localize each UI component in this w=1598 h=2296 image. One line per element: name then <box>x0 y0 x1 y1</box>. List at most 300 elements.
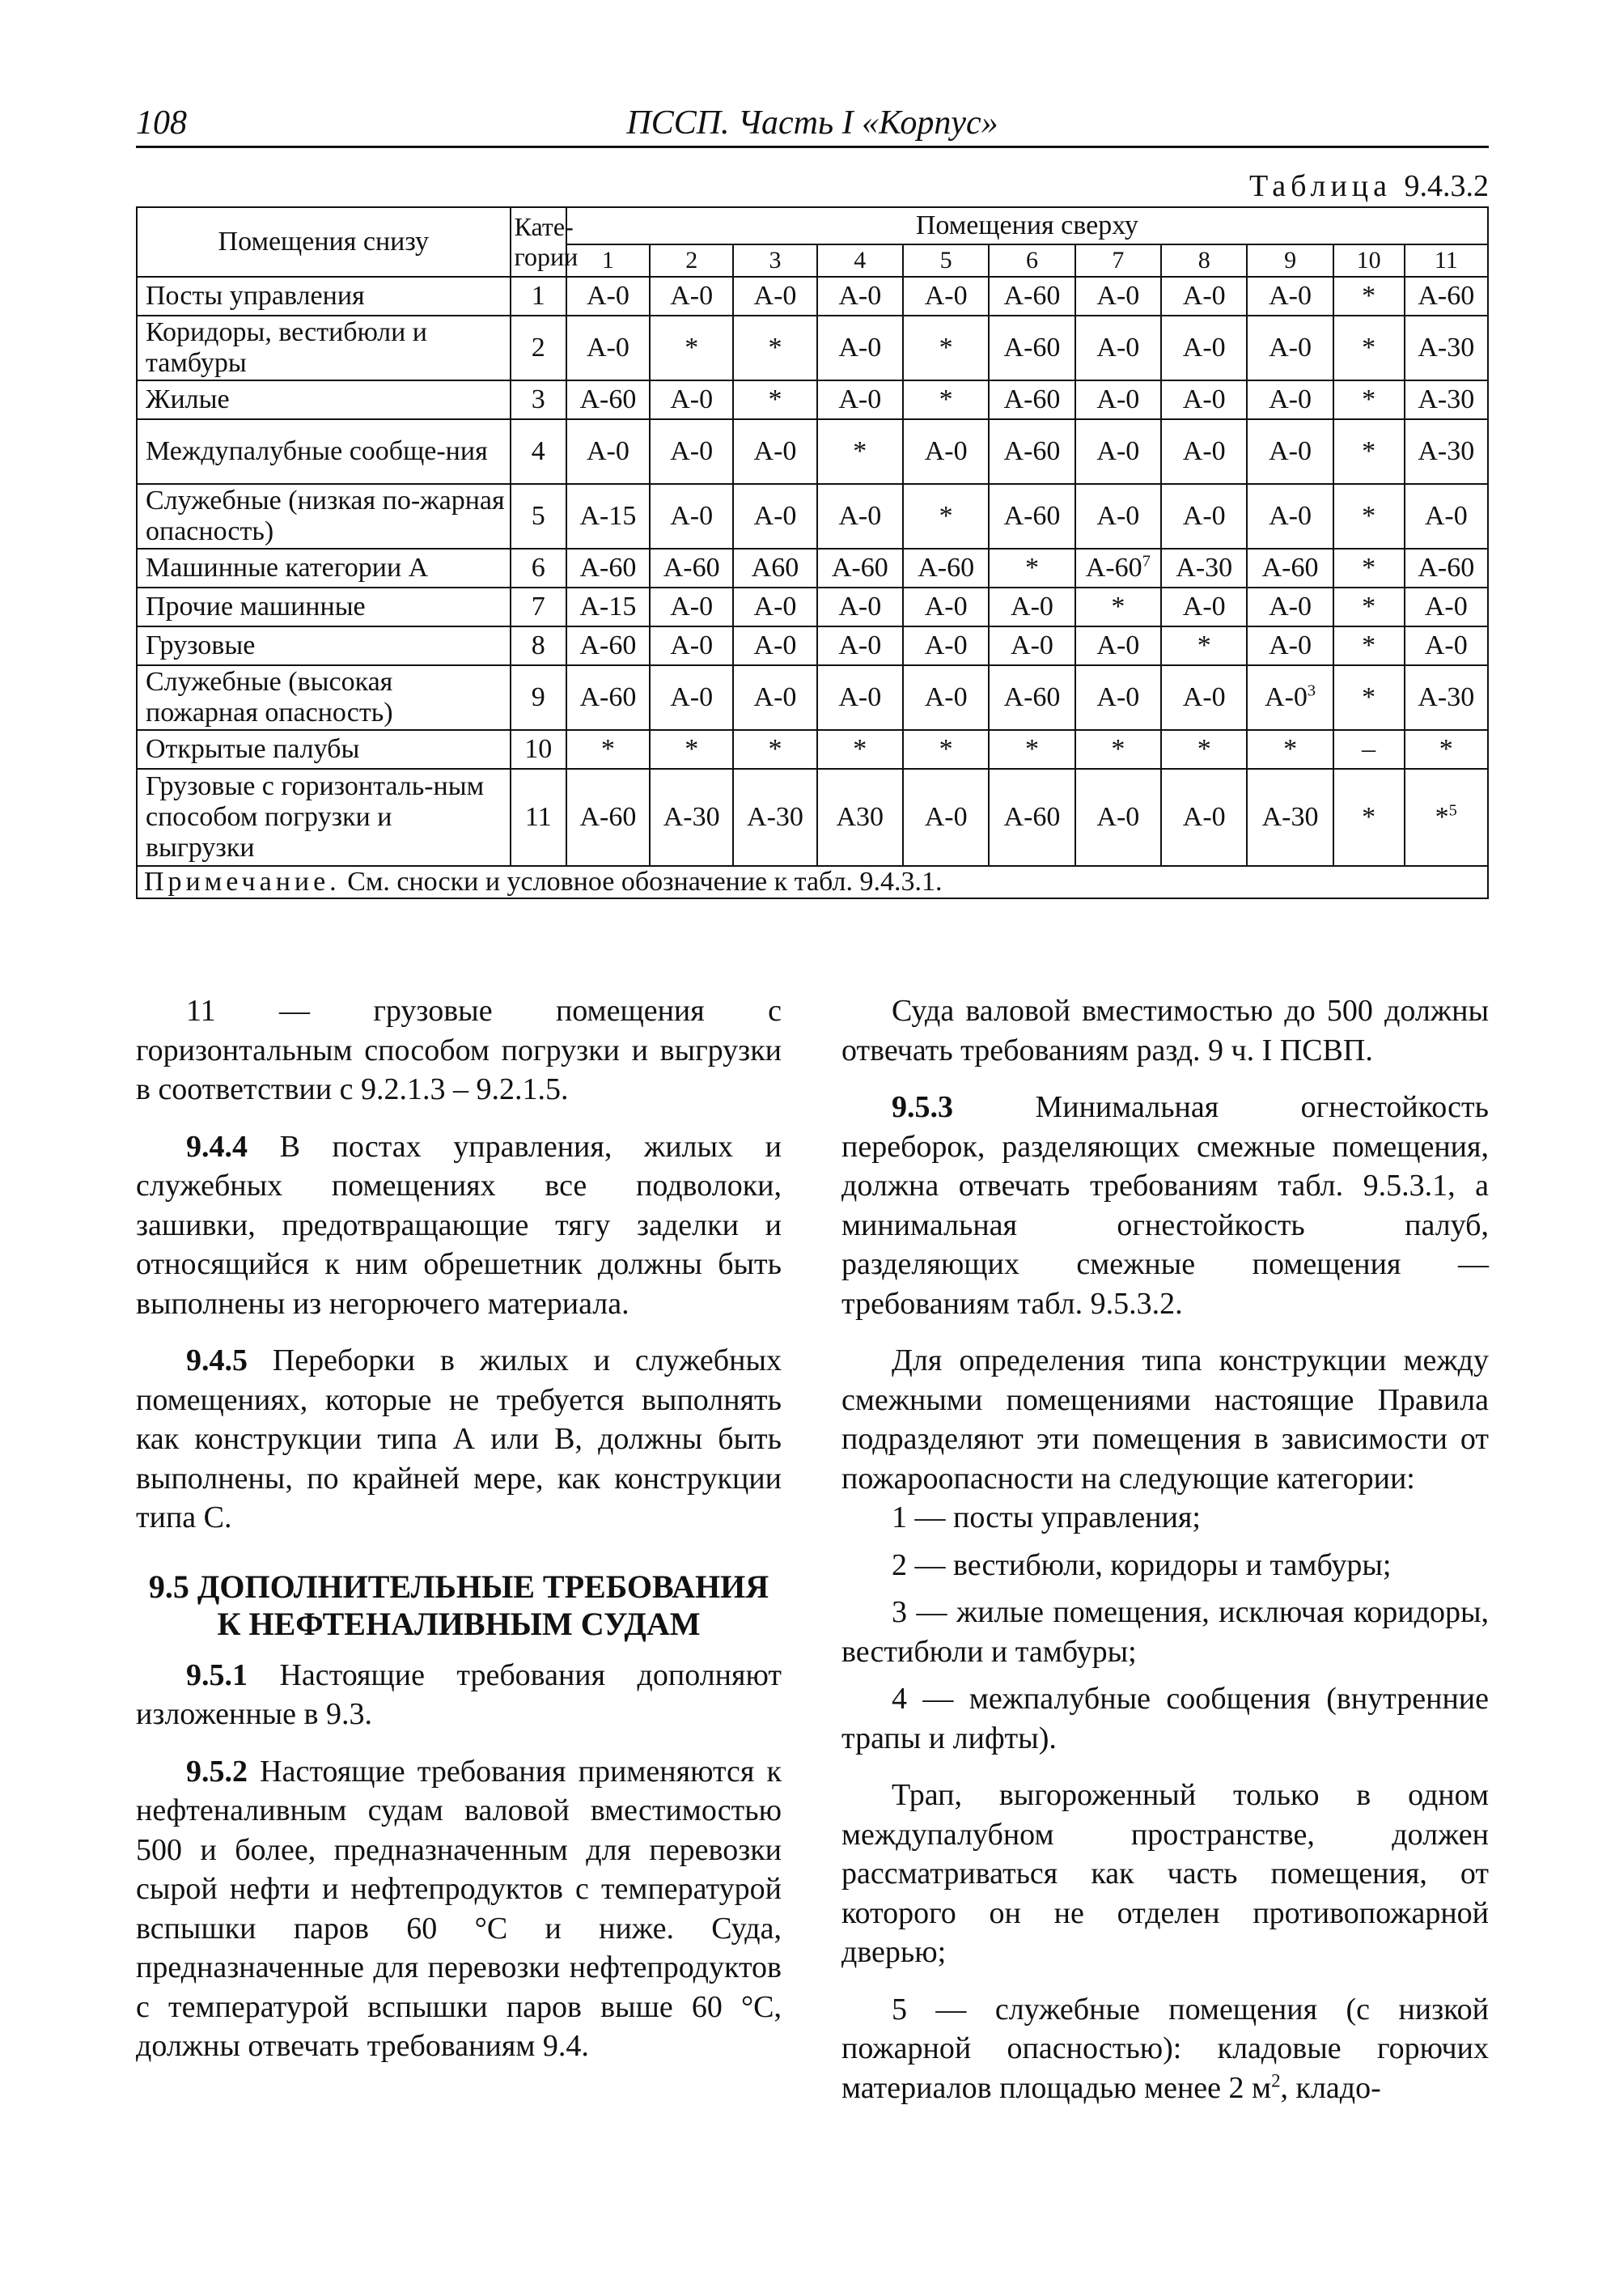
table-cell <box>903 277 989 316</box>
cell-value: А-0 <box>670 436 714 466</box>
cell-value: А-0 <box>670 384 714 414</box>
list-item: 3 — жилые помещения, исключая коридоры, вестибюли и тамбуры; <box>841 1595 1489 1669</box>
table-cell <box>1405 588 1488 626</box>
table-caption-number: 9.4.3.2 <box>1404 169 1489 203</box>
cell-value: А-0 <box>586 436 629 466</box>
table-cell <box>989 549 1075 588</box>
cell-value: * <box>685 333 699 363</box>
table-cell <box>566 316 650 380</box>
row-category: 8 <box>511 626 566 665</box>
table-cell <box>903 380 989 419</box>
cell-value: А-0 <box>838 630 882 660</box>
header-above-1: 1 <box>566 244 650 277</box>
table-cell <box>1405 316 1488 380</box>
paragraph: 11 — грузовые помещения с горизонтальным способом погрузки и выгрузки в соответствии с 9.2.1.3 – 9.2.1.5. <box>136 994 782 1106</box>
table-cell <box>1247 588 1333 626</box>
table-cell <box>903 665 989 730</box>
table-cell <box>1247 549 1333 588</box>
header-above-8: 8 <box>1161 244 1247 277</box>
cell-value: А-30 <box>1176 553 1233 583</box>
cell-value: А-60 <box>579 553 637 583</box>
table-cell <box>566 277 650 316</box>
cell-value: * <box>1362 333 1376 363</box>
row-category: 1 <box>511 277 566 316</box>
table-cell <box>1161 730 1247 769</box>
cell-value: А-0 <box>1269 592 1312 622</box>
row-room-name: Междупалубные сообще-ния <box>137 419 511 484</box>
table-cell <box>650 588 733 626</box>
page-header <box>136 104 1489 148</box>
cell-value: А-0 <box>1011 592 1053 622</box>
cell-value: А30 <box>836 802 884 832</box>
cell-value: А-0 <box>753 630 797 660</box>
table-row <box>137 626 1488 665</box>
paragraph-9-5-3 <box>841 1088 1489 1323</box>
table-cell <box>733 277 816 316</box>
cell-value: * <box>1024 553 1039 583</box>
row-room-name: Машинные категории А <box>137 549 511 588</box>
cell-value: * <box>1197 630 1211 660</box>
table-cell <box>566 549 650 588</box>
cell-value: А-0 <box>838 501 882 531</box>
table-row <box>137 419 1488 484</box>
table-cell <box>650 769 733 866</box>
cell-value: А-0 <box>1182 592 1226 622</box>
cell-value: А-0 <box>1096 682 1140 712</box>
cell-value: * <box>1362 384 1376 414</box>
cell-value: А-0 <box>1269 501 1312 531</box>
cell-value: * <box>1362 501 1376 531</box>
row-category: 10 <box>511 730 566 769</box>
table-cell <box>817 419 903 484</box>
cell-value: А-0 <box>753 501 797 531</box>
cell-value: * <box>1439 734 1453 764</box>
cell-value: А-30 <box>1418 333 1475 363</box>
table-cell <box>1333 484 1405 549</box>
cell-value: * <box>1362 553 1376 583</box>
list-item: 2 — вестибюли, коридоры и тамбуры; <box>892 1547 1392 1582</box>
table-cell <box>1333 626 1405 665</box>
table-cell <box>1161 665 1247 730</box>
cell-value: А-60 <box>579 802 637 832</box>
cell-value: А-0 <box>838 682 882 712</box>
list-item-text: 5 — служебные помещения (с низкой пожарной опасностью): кладовые горючих материалов площадью менее 2 м <box>841 1992 1489 2105</box>
table-note <box>137 866 1488 898</box>
table-cell <box>733 665 816 730</box>
paragraph: Трап, выгороженный только в одном междупалубном пространстве, должен рассматриваться как часть помещения, от которого он не отделен противопожарной дверью; <box>841 1778 1489 1969</box>
table-caption <box>1249 168 1489 204</box>
table-cell <box>650 484 733 549</box>
table-cell <box>989 419 1075 484</box>
paragraph-9-5-2 <box>136 1752 782 2066</box>
cell-value: А-0 <box>1182 436 1226 466</box>
cell-value: * <box>1362 436 1376 466</box>
table-cell <box>817 484 903 549</box>
cell-value: А-60 <box>1003 436 1061 466</box>
row-category: 7 <box>511 588 566 626</box>
cell-value: А-0 <box>753 281 797 311</box>
table-cell <box>1405 277 1488 316</box>
table-cell <box>1161 316 1247 380</box>
cell-value: А-0 <box>670 630 714 660</box>
header-above-5: 5 <box>903 244 989 277</box>
cell-value: А-0 <box>838 384 882 414</box>
cell-value: А-0 <box>1096 333 1140 363</box>
row-room-name: Прочие машинные <box>137 588 511 626</box>
table-cell <box>1161 277 1247 316</box>
row-room-name: Жилые <box>137 380 511 419</box>
header-above-6: 6 <box>989 244 1075 277</box>
table-cell <box>1075 549 1161 588</box>
cell-value: А-0 <box>924 436 968 466</box>
header-above-4: 4 <box>817 244 903 277</box>
table-cell <box>1247 380 1333 419</box>
cell-value: А-0 <box>924 281 968 311</box>
table-cell <box>650 549 733 588</box>
paragraph-9-5-1 <box>136 1656 782 1734</box>
table-cell <box>1075 484 1161 549</box>
row-room-name: Грузовые с горизонталь-ным способом погрузки и выгрузки <box>137 769 511 866</box>
table-cell <box>1075 626 1161 665</box>
cell-value: А-0 <box>586 333 629 363</box>
cell-value: А-0 <box>1269 436 1312 466</box>
cell-value: А-0 <box>670 592 714 622</box>
row-room-name: Коридоры, вестибюли и тамбуры <box>137 316 511 380</box>
paragraph-text: Настоящие требования применяются к нефтеналивным судам валовой вместимостью 500 и более, предназначенным для перевозки сырой нефти и нефтепродуктов с температурой вспышки паров 60 °С и ниже. Суда, предназначенные для перевозки нефтепродуктов с температурой вспышки паров выше 60 °С, должны отвечать требованиям 9.4. <box>136 1754 782 2063</box>
table-cell <box>1333 419 1405 484</box>
cell-value: * <box>600 734 615 764</box>
fire-resistance-table <box>136 206 1489 899</box>
cell-value: А-0 <box>670 281 714 311</box>
table-cell <box>903 484 989 549</box>
table-note-text: См. сноски и условное обозначение к табл. 9.4.3.1. <box>340 867 943 897</box>
table-cell <box>903 769 989 866</box>
cell-value: А-0 <box>924 802 968 832</box>
table-cell <box>650 665 733 730</box>
table-cell <box>733 730 816 769</box>
cell-value: А-0 <box>1182 384 1226 414</box>
cell-value: А-0 <box>1424 592 1468 622</box>
cell-value: * <box>1362 802 1376 832</box>
cell-value: * <box>939 333 953 363</box>
left-column <box>136 991 782 2066</box>
cell-value: А-60 <box>918 553 975 583</box>
table-cell <box>1405 769 1488 866</box>
cell-value: А-30 <box>747 802 803 832</box>
cell-value: А-60 <box>579 682 637 712</box>
cell-value: А-0 <box>1265 682 1308 712</box>
cell-value: А-0 <box>753 592 797 622</box>
cell-value: А-0 <box>838 333 882 363</box>
table-cell <box>1075 769 1161 866</box>
cell-value: А-0 <box>924 592 968 622</box>
table-cell <box>817 549 903 588</box>
row-room-name: Служебные (низкая по-жарная опасность) <box>137 484 511 549</box>
row-category: 4 <box>511 419 566 484</box>
row-category: 6 <box>511 549 566 588</box>
table-cell <box>566 730 650 769</box>
cell-value: А-0 <box>924 630 968 660</box>
cell-value: А-30 <box>1261 802 1319 832</box>
row-category: 9 <box>511 665 566 730</box>
table-cell <box>903 419 989 484</box>
table-note-label: Примечание. <box>144 867 341 897</box>
list-item-text: , кладо- <box>1280 2070 1381 2105</box>
section-number: 9.5.1 <box>186 1657 248 1692</box>
paragraph-9-4-4 <box>136 1127 782 1324</box>
table-cell <box>1075 665 1161 730</box>
header-above-7: 7 <box>1075 244 1161 277</box>
cell-value: А-0 <box>838 592 882 622</box>
list-item <box>841 1990 1489 2108</box>
table-cell <box>650 380 733 419</box>
cell-value: А-0 <box>1182 802 1226 832</box>
table-cell <box>1075 277 1161 316</box>
table-row <box>137 588 1488 626</box>
table-cell <box>817 277 903 316</box>
cell-value: * <box>1197 734 1211 764</box>
table-cell <box>989 730 1075 769</box>
cell-value: А-60 <box>1003 802 1061 832</box>
table-cell <box>733 549 816 588</box>
cell-value: * <box>1362 592 1376 622</box>
cell-value: А-0 <box>1269 333 1312 363</box>
cell-value: А-0 <box>1096 384 1140 414</box>
table-cell <box>1161 380 1247 419</box>
cell-value: А-60 <box>1261 553 1319 583</box>
table-row <box>137 380 1488 419</box>
header-above-9: 9 <box>1247 244 1333 277</box>
cell-value: А-60 <box>1418 553 1475 583</box>
table-cell <box>1405 484 1488 549</box>
table-cell <box>989 316 1075 380</box>
table-cell <box>1247 665 1333 730</box>
table-cell <box>566 769 650 866</box>
cell-value: * <box>939 384 953 414</box>
cell-value: * <box>1024 734 1039 764</box>
cell-value: А-60 <box>1085 553 1142 583</box>
table-cell <box>989 769 1075 866</box>
row-category: 2 <box>511 316 566 380</box>
table-cell <box>566 665 650 730</box>
paragraph: Суда валовой вместимостью до 500 должны отвечать требованиям разд. 9 ч. I ПСВП. <box>841 994 1489 1067</box>
table-cell <box>1161 626 1247 665</box>
table-cell <box>1075 419 1161 484</box>
cell-value: А-30 <box>1418 384 1475 414</box>
list-item: 1 — посты управления; <box>892 1500 1201 1534</box>
table-cell <box>817 316 903 380</box>
cell-value: * <box>1362 682 1376 712</box>
table-cell <box>1161 484 1247 549</box>
table-cell <box>1161 769 1247 866</box>
table-cell <box>989 380 1075 419</box>
table-cell <box>1075 730 1161 769</box>
cell-value: А-0 <box>1269 281 1312 311</box>
table-cell <box>1333 316 1405 380</box>
cell-value: А-60 <box>1003 682 1061 712</box>
cell-value: А-0 <box>1424 501 1468 531</box>
cell-value: * <box>1283 734 1298 764</box>
cell-value: А-0 <box>670 501 714 531</box>
cell-value: * <box>1111 592 1125 622</box>
paragraph-text: Настоящие требования дополняют изложенные в 9.3. <box>136 1657 782 1731</box>
list-item: 4 — межпалубные сообщения (внутренние трапы и лифты). <box>841 1682 1489 1755</box>
table-row <box>137 769 1488 866</box>
section-number: 9.5.3 <box>892 1090 953 1124</box>
table-cell <box>1333 380 1405 419</box>
table-cell <box>1333 665 1405 730</box>
cell-value: * <box>853 734 867 764</box>
table-cell <box>989 626 1075 665</box>
right-column <box>841 991 1489 2107</box>
table-row <box>137 549 1488 588</box>
paragraph-9-4-5 <box>136 1341 782 1538</box>
table-cell <box>1405 730 1488 769</box>
cell-value: А-30 <box>1418 436 1475 466</box>
cell-value: * <box>768 384 782 414</box>
cell-value: А-0 <box>586 281 629 311</box>
table-cell <box>1405 419 1488 484</box>
table-cell <box>1333 588 1405 626</box>
table-cell <box>1247 484 1333 549</box>
table-cell <box>650 316 733 380</box>
table-row <box>137 316 1488 380</box>
cell-value: А-0 <box>1096 802 1140 832</box>
cell-value: * <box>939 734 953 764</box>
table-cell <box>1247 769 1333 866</box>
section-number: 9.4.5 <box>186 1343 248 1377</box>
table-cell <box>903 626 989 665</box>
cell-value: А-0 <box>1096 501 1140 531</box>
cell-value: А60 <box>751 553 799 583</box>
table-cell <box>733 380 816 419</box>
table-row <box>137 277 1488 316</box>
cell-value: А-60 <box>579 630 637 660</box>
table-cell <box>817 626 903 665</box>
table-cell <box>1247 419 1333 484</box>
paragraph-text: Минимальная огнестойкость переборок, разделяющих смежные помещения, должна отвечать требованиям табл. 9.5.3.1, а минимальная огнестойкость палуб, разделяющих смежные помещения — требованиям табл. 9.5.3.2. <box>841 1090 1489 1321</box>
table-cell <box>817 769 903 866</box>
table-cell <box>1075 380 1161 419</box>
table-cell <box>1161 588 1247 626</box>
cell-value: А-15 <box>579 501 637 531</box>
cell-value: А-30 <box>663 802 720 832</box>
header-above-11: 11 <box>1405 244 1488 277</box>
cell-value: А-60 <box>663 553 720 583</box>
table-row <box>137 730 1488 769</box>
table-cell <box>1161 549 1247 588</box>
footnote-marker: 5 <box>1448 801 1457 820</box>
table-cell <box>733 769 816 866</box>
cell-value: * <box>939 501 953 531</box>
footnote-marker: 7 <box>1142 552 1151 571</box>
table-row <box>137 665 1488 730</box>
cell-value: А-0 <box>670 682 714 712</box>
table-cell <box>733 316 816 380</box>
cell-value: А-0 <box>1182 501 1226 531</box>
cell-value: А-0 <box>753 436 797 466</box>
cell-value: А-0 <box>1096 281 1140 311</box>
table-cell <box>566 484 650 549</box>
table-cell <box>1405 549 1488 588</box>
row-room-name: Посты управления <box>137 277 511 316</box>
paragraph: Для определения типа конструкции между смежными помещениями настоящие Правила подразделяют эти помещения в зависимости от пожароопасности на следующие категории: <box>841 1343 1489 1496</box>
table-cell <box>733 484 816 549</box>
table-cell <box>1247 316 1333 380</box>
section-heading-9-5: 9.5 ДОПОЛНИТЕЛЬНЫЕ ТРЕБОВАНИЯ К НЕФТЕНАЛИВНЫМ СУДАМ <box>148 1568 769 1642</box>
table-cell <box>1247 626 1333 665</box>
table-cell <box>903 588 989 626</box>
table-cell <box>733 626 816 665</box>
table-cell <box>1333 549 1405 588</box>
row-category: 11 <box>511 769 566 866</box>
table-cell <box>650 419 733 484</box>
table-cell <box>817 588 903 626</box>
table-cell <box>650 730 733 769</box>
cell-value: * <box>1362 630 1376 660</box>
table-cell <box>1333 277 1405 316</box>
header-above-2: 2 <box>650 244 733 277</box>
cell-value: А-60 <box>831 553 888 583</box>
table-cell <box>650 277 733 316</box>
table-cell <box>817 730 903 769</box>
table-cell <box>733 419 816 484</box>
cell-value: * <box>768 333 782 363</box>
cell-value: А-15 <box>579 592 637 622</box>
cell-value: А-0 <box>1269 384 1312 414</box>
cell-value: * <box>853 436 867 466</box>
cell-value: А-0 <box>1269 630 1312 660</box>
table-row <box>137 484 1488 549</box>
row-category: 3 <box>511 380 566 419</box>
footnote-marker: 3 <box>1307 681 1316 700</box>
table-cell <box>903 730 989 769</box>
table-cell <box>1405 665 1488 730</box>
cell-value: А-0 <box>1182 682 1226 712</box>
table-cell <box>989 665 1075 730</box>
table-cell <box>817 380 903 419</box>
table-cell <box>817 665 903 730</box>
running-title: ПССП. Часть I «Корпус» <box>626 104 998 142</box>
table-cell <box>566 419 650 484</box>
header-above-10: 10 <box>1333 244 1405 277</box>
cell-value: А-0 <box>1096 436 1140 466</box>
section-number: 9.4.4 <box>186 1129 248 1164</box>
cell-value: * <box>1111 734 1125 764</box>
row-category: 5 <box>511 484 566 549</box>
superscript: 2 <box>1271 2069 1281 2090</box>
header-category: Кате-гории <box>511 207 566 277</box>
cell-value: А-60 <box>1418 281 1475 311</box>
header-above-3: 3 <box>733 244 816 277</box>
cell-value: А-30 <box>1418 682 1475 712</box>
cell-value: А-0 <box>838 281 882 311</box>
header-rooms-below: Помещения снизу <box>137 207 511 277</box>
cell-value: А-0 <box>1182 333 1226 363</box>
table-cell <box>1247 730 1333 769</box>
table-cell <box>1247 277 1333 316</box>
table-cell <box>566 588 650 626</box>
table-cell <box>903 316 989 380</box>
table-cell <box>566 380 650 419</box>
cell-value: А-60 <box>1003 281 1061 311</box>
table-cell <box>989 277 1075 316</box>
table-cell <box>989 484 1075 549</box>
cell-value: А-0 <box>1096 630 1140 660</box>
cell-value: А-0 <box>1011 630 1053 660</box>
cell-value: А-0 <box>1424 630 1468 660</box>
cell-value: А-60 <box>1003 501 1061 531</box>
